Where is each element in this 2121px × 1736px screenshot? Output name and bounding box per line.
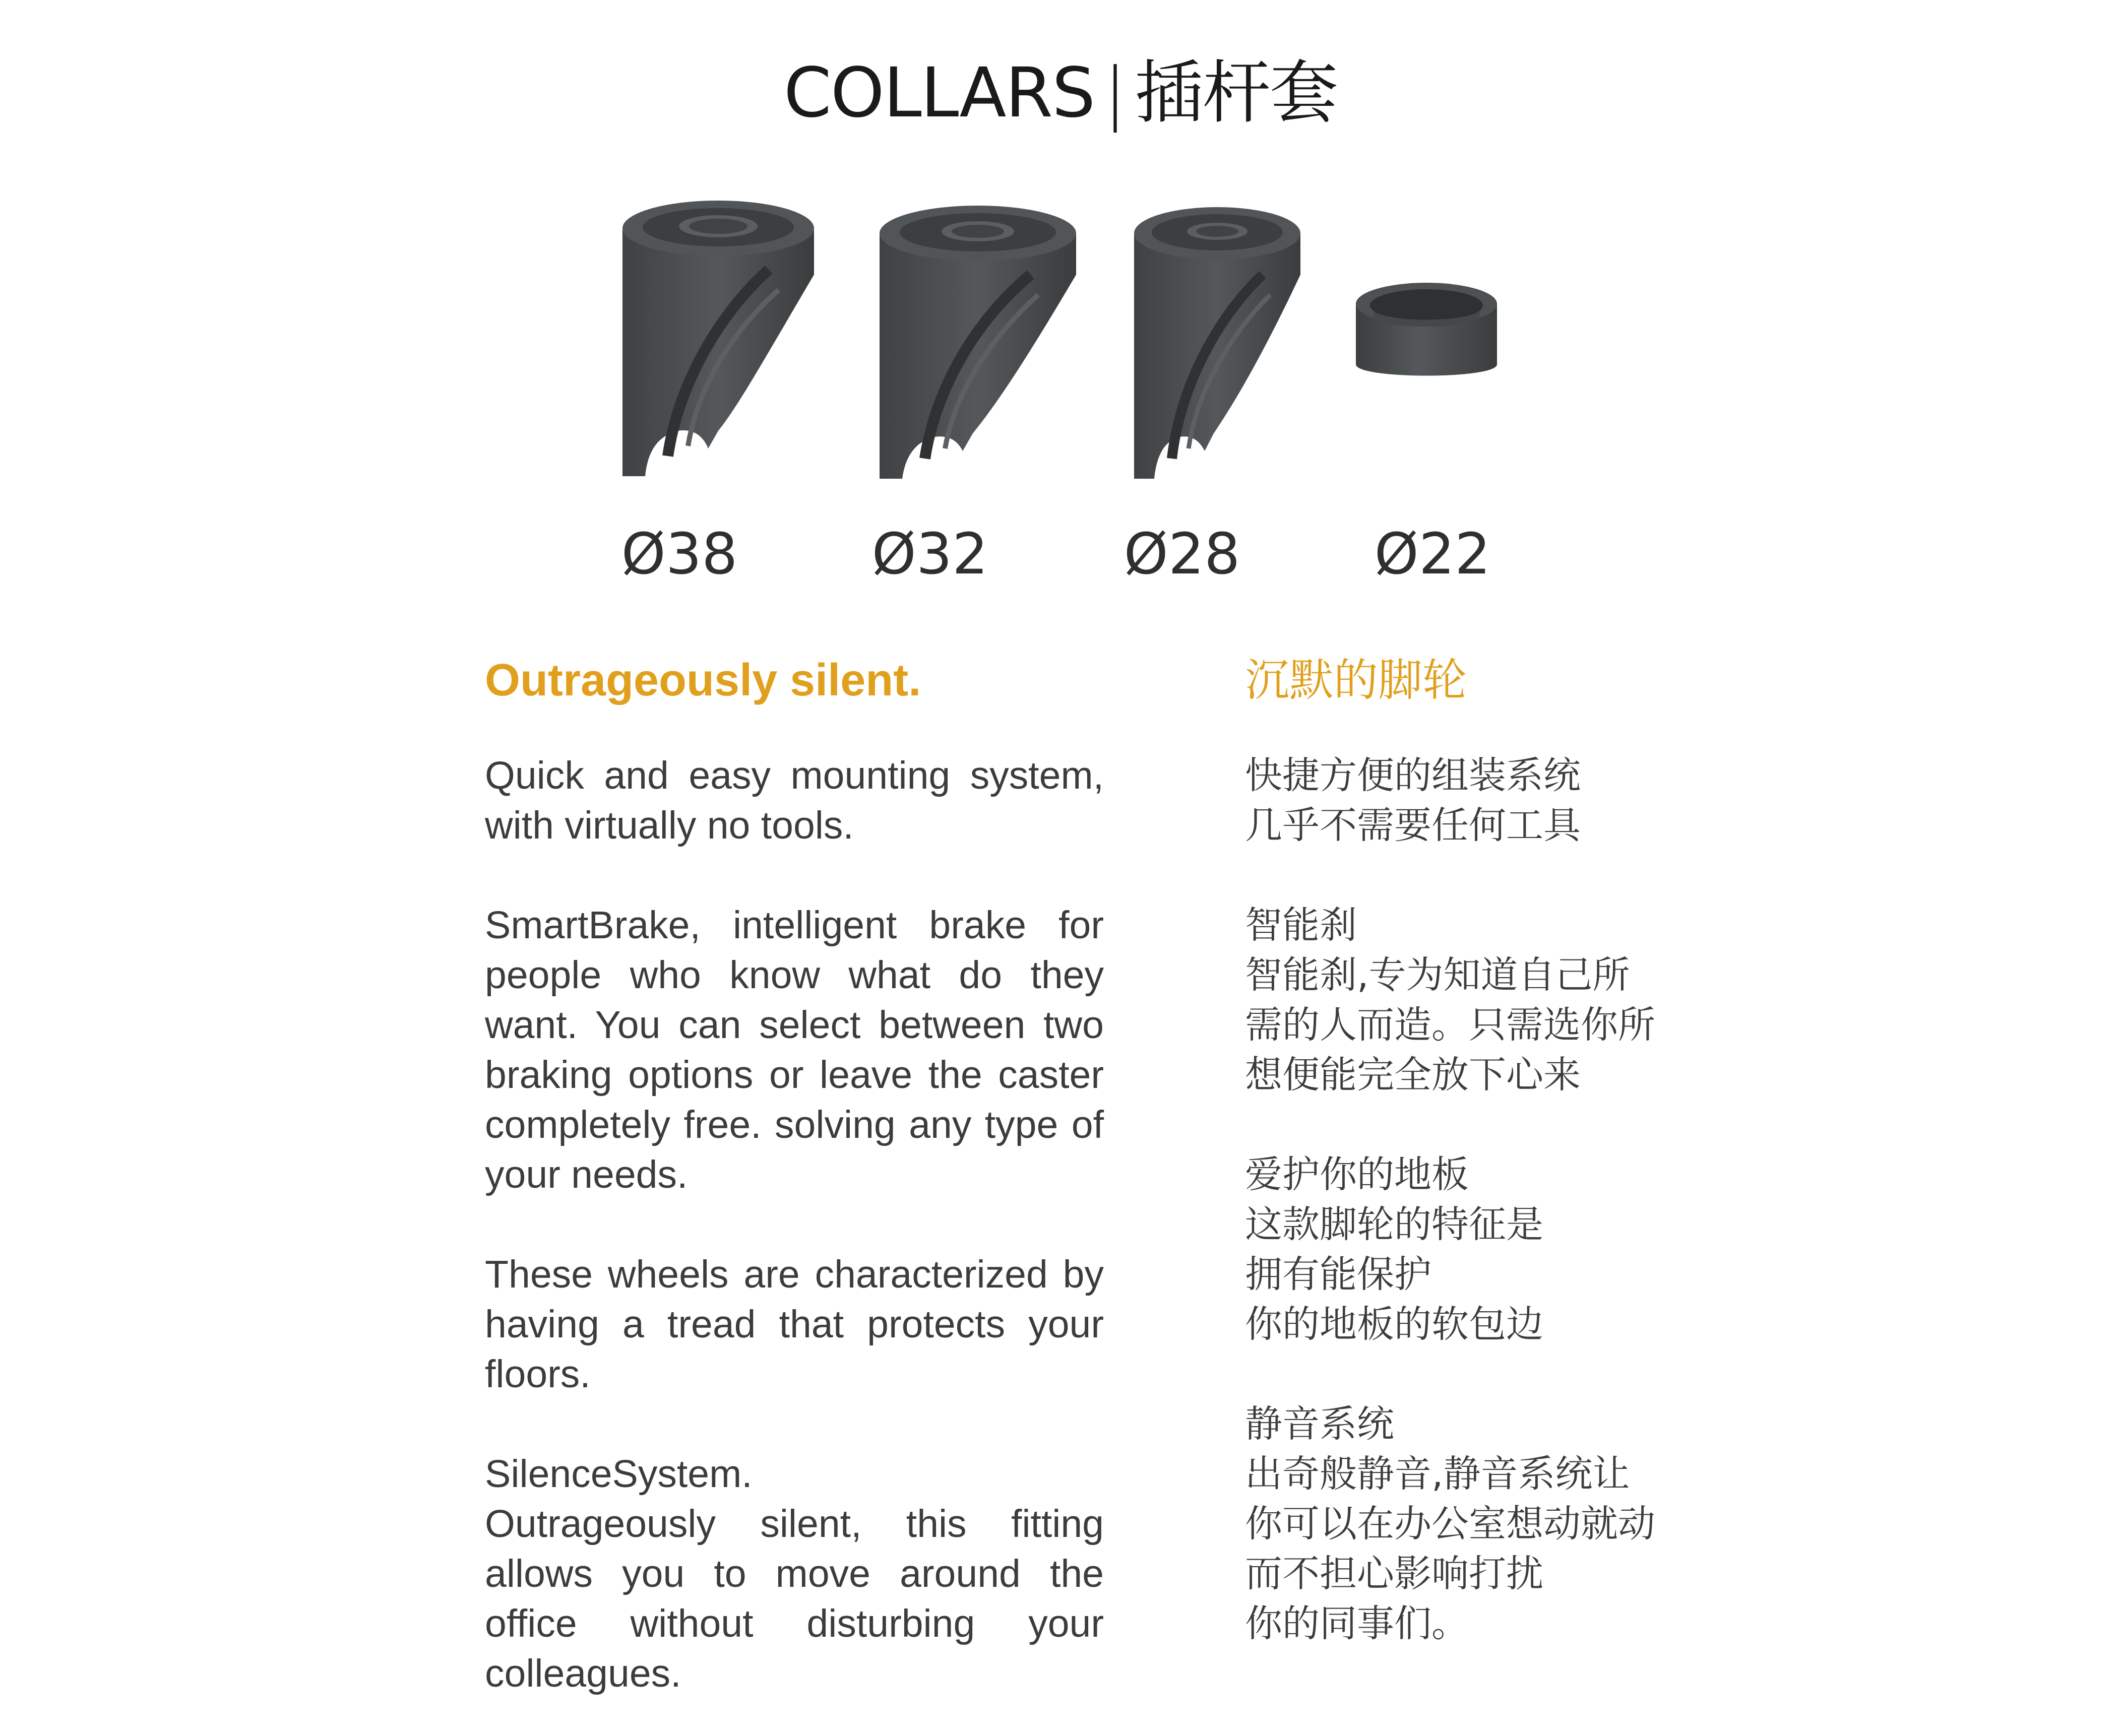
collar-large-image bbox=[617, 194, 829, 486]
section-heading-zh: 沉默的脚轮 bbox=[1245, 654, 1467, 706]
zh-line: 出奇般静音,静音系统让 bbox=[1245, 1452, 1630, 1496]
zh-line: 静音系统 bbox=[1245, 1402, 1394, 1446]
paragraph-silencesystem-body: Outrageously silent, this fitting allows you to move around the office without disturbing your colleagues. bbox=[485, 1502, 1104, 1695]
description-en-1 bbox=[485, 751, 1104, 851]
description-zh-4 bbox=[1245, 1399, 1749, 1649]
section-heading-en: Outrageously silent. bbox=[485, 655, 921, 705]
size-label-22: Ø22 bbox=[1374, 522, 1491, 587]
collar-medium-image bbox=[875, 199, 1086, 486]
size-label-38: Ø38 bbox=[621, 522, 738, 587]
zh-line: 需的人而造。只需选你所 bbox=[1245, 1003, 1655, 1047]
description-en-3 bbox=[485, 1250, 1104, 1399]
collar-large-icon bbox=[617, 194, 829, 486]
zh-line: 快捷方便的组装系统 bbox=[1245, 754, 1581, 797]
zh-line: 你的地板的软包边 bbox=[1245, 1303, 1543, 1346]
zh-line: 拥有能保护 bbox=[1245, 1253, 1431, 1296]
description-en-4 bbox=[485, 1449, 1104, 1699]
collar-small-image bbox=[1129, 199, 1311, 486]
collar-small-icon bbox=[1129, 199, 1311, 486]
zh-line: 爱护你的地板 bbox=[1245, 1153, 1469, 1196]
size-label-32: Ø32 bbox=[871, 522, 988, 587]
paragraph-silencesystem-title: SilenceSystem. bbox=[485, 1452, 753, 1496]
zh-line: 你可以在办公室想动就动 bbox=[1245, 1502, 1655, 1546]
page-title-zh: 插杆套 bbox=[1135, 53, 1338, 133]
zh-line: 几乎不需要任何工具 bbox=[1245, 804, 1581, 847]
collar-ring-image bbox=[1351, 276, 1502, 392]
paragraph-smartbrake: SmartBrake, intelligent brake for people who know what do they want. You can select between two braking options or leave the caster completely free. solving any type of your needs. bbox=[485, 904, 1104, 1196]
paragraph-mounting: Quick and easy mounting system, with virtually no tools. bbox=[485, 754, 1104, 847]
title-separator: | bbox=[1103, 53, 1126, 133]
zh-line: 而不担心影响打扰 bbox=[1245, 1552, 1543, 1595]
description-zh-1 bbox=[1245, 751, 1749, 851]
description-en-2 bbox=[485, 901, 1104, 1200]
page-title bbox=[0, 48, 2121, 139]
page-title-en: COLLARS bbox=[783, 53, 1095, 133]
paragraph-tread: These wheels are characterized by having a tread that protects your floors. bbox=[485, 1253, 1104, 1396]
zh-line: 想便能完全放下心来 bbox=[1245, 1053, 1581, 1097]
description-zh-3 bbox=[1245, 1150, 1749, 1349]
zh-line: 这款脚轮的特征是 bbox=[1245, 1203, 1543, 1246]
zh-line: 你的同事们。 bbox=[1245, 1602, 1469, 1645]
zh-line: 智能刹,专为知道自己所 bbox=[1245, 953, 1630, 997]
zh-line: 智能刹 bbox=[1245, 904, 1357, 947]
collar-medium-icon bbox=[875, 199, 1086, 486]
size-label-28: Ø28 bbox=[1124, 522, 1240, 587]
collar-ring-icon bbox=[1351, 276, 1502, 392]
description-zh-2 bbox=[1245, 901, 1749, 1100]
